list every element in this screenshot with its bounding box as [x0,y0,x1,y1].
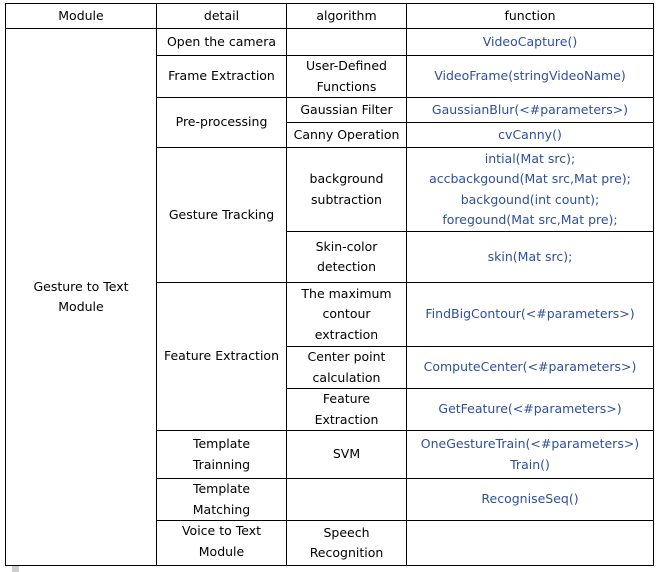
detail-line: Matching [192,501,251,517]
module-label: Module [58,299,104,314]
algorithm-cell [287,148,407,232]
function-line: OneGestureTrain(<#parameters>) [420,436,640,451]
header-module: Module [6,4,157,29]
function-cell [407,148,654,232]
module-table [5,3,654,566]
detail-cell [157,479,287,521]
detail-line: Trainning [192,456,251,472]
detail-line: Speech [323,524,370,540]
algorithm-line: User-Defined [306,58,387,73]
algorithm-line: calculation [312,369,381,385]
module-table-wrapper [5,3,654,566]
algorithm-cell [287,347,407,389]
algorithm-cell [287,389,407,431]
function-cell: VideoCapture() [407,29,654,56]
header-algorithm: algorithm [287,4,407,29]
function-cell: ComputeCenter(<#parameters>) [407,347,654,389]
function-cell: skin(Mat src); [407,232,654,283]
algorithm-line: extraction [314,326,379,342]
function-cell: cvCanny() [407,123,654,148]
algorithm-line: Skin-color [315,238,378,254]
header-function: function [407,4,654,29]
algorithm-cell: Canny Operation [287,123,407,148]
detail-cell: Gesture Tracking [157,148,287,283]
function-cell: VideoFrame(stringVideoName) [407,56,654,98]
function-cell: GetFeature(<#parameters>) [407,389,654,431]
algorithm-line: Extraction [314,411,379,427]
header-row [6,4,654,29]
function-line: foregound(Mat src,Mat pre); [442,212,618,227]
algorithm-line: contour [322,306,371,322]
function-line: accbackgound(Mat src,Mat pre); [429,171,631,186]
detail-line: Template [192,481,251,496]
algorithm-line: Center point [307,349,386,364]
algorithm-cell [287,283,407,347]
function-line: backgound(int count); [460,191,600,207]
corner-mark [12,566,19,572]
detail-cell [287,521,407,566]
detail-cell: Feature Extraction [157,283,287,431]
detail-cell: Open the camera [157,29,287,56]
table-row [6,29,654,56]
function-cell [407,431,654,479]
algorithm-cell [407,521,654,566]
function-line: intial(Mat src); [484,150,576,166]
detail-cell [157,431,287,479]
algorithm-line: subtraction [311,191,382,207]
gesture-module-cell [6,29,157,566]
algorithm-cell [287,56,407,98]
algorithm-line: Feature [322,391,371,406]
algorithm-cell [287,29,407,56]
header-detail: detail [157,4,287,29]
algorithm-line: detection [316,259,377,274]
function-cell: RecogniseSeq() [407,479,654,521]
voice-module-cell [157,521,287,566]
function-cell: FindBigContour(<#parameters>) [407,283,654,347]
detail-cell: Pre-processing [157,98,287,148]
algorithm-line: background [309,171,384,186]
function-line: Train() [510,456,550,472]
detail-cell: Frame Extraction [157,56,287,98]
module-label: Voice to Text Module [181,523,262,559]
algorithm-line: The maximum [301,285,392,301]
detail-line: Template [192,436,251,451]
algorithm-cell [287,479,407,521]
function-cell: GaussianBlur(<#parameters>) [407,98,654,123]
algorithm-cell: Gaussian Filter [287,98,407,123]
module-label: Gesture to Text [33,278,129,294]
algorithm-line: Functions [316,78,377,94]
algorithm-cell: SVM [287,431,407,479]
algorithm-cell [287,232,407,283]
detail-line: Recognition [309,545,384,560]
